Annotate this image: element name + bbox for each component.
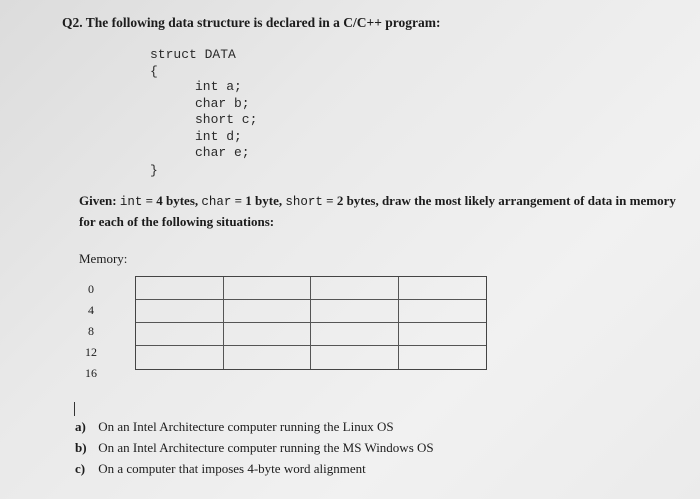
question-c: c) On a computer that imposes 4-byte word alignment xyxy=(75,461,366,476)
address-label: 0 xyxy=(88,282,94,296)
memory-cell xyxy=(136,346,224,369)
address-label: 4 xyxy=(88,303,94,317)
given-text: Given: int = 4 bytes, char = 1 byte, short = 2 bytes, draw the most likely arrangement of data in memory for each of the following situations: xyxy=(79,193,676,229)
address-label: 8 xyxy=(88,324,94,338)
memory-cell xyxy=(224,323,312,346)
memory-cell xyxy=(136,323,224,346)
memory-cell xyxy=(224,346,312,369)
memory-cell xyxy=(311,323,399,346)
memory-cell xyxy=(224,277,312,300)
struct-open-brace: { xyxy=(150,64,158,79)
memory-cell xyxy=(311,277,399,300)
memory-cell xyxy=(311,346,399,369)
address-label: 12 xyxy=(85,345,97,359)
text-cursor xyxy=(74,402,75,416)
field-e: char e; xyxy=(195,145,250,160)
field-b: char b; xyxy=(195,95,250,111)
struct-header: struct DATA xyxy=(150,47,236,62)
memory-cell xyxy=(224,300,312,323)
memory-cell xyxy=(399,346,487,369)
question-b: b) On an Intel Architecture computer running the MS Windows OS xyxy=(75,440,434,455)
memory-cell xyxy=(136,277,224,300)
address-label: 16 xyxy=(85,366,97,380)
field-d: int d; xyxy=(195,128,242,144)
memory-cell xyxy=(311,300,399,323)
question-a: a) On an Intel Architecture computer running the Linux OS xyxy=(75,419,394,434)
memory-cell xyxy=(399,277,487,300)
field-c: short c; xyxy=(195,112,258,127)
struct-fields xyxy=(195,79,257,162)
memory-cell xyxy=(399,323,487,346)
question-title: Q2. The following data structure is declared in a C/C++ program: xyxy=(62,15,441,30)
memory-cell xyxy=(399,300,487,323)
struct-close-brace: } xyxy=(150,163,158,178)
memory-grid xyxy=(135,276,487,370)
field-a: int a; xyxy=(195,79,242,94)
memory-cell xyxy=(136,300,224,323)
memory-label: Memory: xyxy=(79,251,128,266)
